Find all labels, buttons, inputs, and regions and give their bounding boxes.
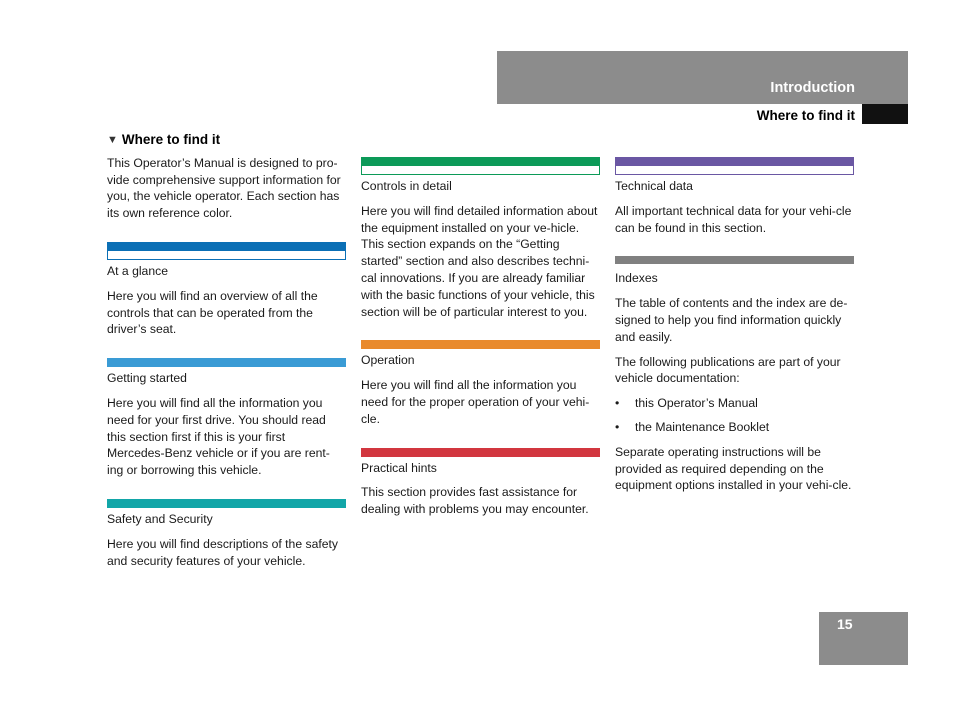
chapter-title: Introduction (770, 80, 855, 96)
section-color-bar (361, 340, 600, 349)
section-title: At a glance (107, 263, 168, 278)
column-right (615, 157, 854, 502)
section-title: Operation (361, 353, 415, 368)
column-left (107, 132, 346, 589)
section-indexes (615, 256, 854, 345)
section-text: Here you will find all the information you need for your first drive. You should read this section first if this is your first Mercedes-Benz vehicle or if you are rent-ing or borrowing this vehicle. (107, 395, 330, 478)
section-practical-hints (361, 448, 600, 518)
subheading-marker-block (862, 104, 908, 124)
publications-outro: Separate operating instructions will be provided as required depending on the equipment options installed in your vehi-cle. (615, 444, 852, 493)
list-item: • this Operator’s Manual (635, 395, 854, 412)
section-color-bar (615, 256, 854, 264)
section-bar-outline (107, 251, 346, 260)
section-color-bar (107, 242, 346, 251)
section-safety-and-security (107, 499, 346, 569)
section-bar-outline (615, 166, 854, 175)
section-title: Safety and Security (107, 511, 213, 526)
intro-text: This Operator’s Manual is designed to pro-vide comprehensive support information for you, the vehicle operator. Each section has its own reference color. (107, 155, 341, 221)
section-bar-outline (361, 166, 600, 175)
section-title: Controls in detail (361, 179, 452, 193)
publications-list (615, 395, 854, 436)
section-title: Indexes (615, 271, 658, 286)
section-getting-started (107, 358, 346, 479)
chapter-header-bar (497, 51, 908, 104)
publications-intro: The following publications are part of your vehicle documentation: (615, 354, 841, 386)
section-operation (361, 340, 600, 427)
section-text: The table of contents and the index are de-signed to help you find information quickly and easily. (615, 296, 848, 344)
section-title: Getting started (107, 371, 187, 386)
section-controls-in-detail (361, 157, 600, 320)
section-text: Here you will find all the information you need for the proper operation of your vehi-cle. (361, 378, 590, 426)
page-number: 15 (837, 616, 853, 632)
intro-heading-text: Where to find it (121, 132, 221, 147)
section-text: Here you will find an overview of all the controls that can be operated from the driver’s seat. (107, 288, 318, 337)
section-title: Technical data (615, 179, 693, 193)
section-color-bar (361, 157, 600, 166)
section-text: All important technical data for your vehi-cle can be found in this section. (615, 203, 852, 235)
triangle-down-icon: ▼ (107, 134, 118, 146)
section-color-bar (107, 358, 346, 367)
section-subheading: Where to find it (756, 108, 855, 123)
section-text: Here you will find descriptions of the safety and security features of your vehicle. (107, 536, 338, 568)
section-color-bar (361, 448, 600, 457)
intro-heading (107, 132, 346, 149)
section-text: Here you will find detailed information about the equipment installed on your ve-hicle. This section expands on the “Getting started” section and also describes techni-cal innovations. If you are already familiar with the basic functions of your vehicle, this section will be of particular interest to you. (361, 203, 598, 319)
section-color-bar (107, 499, 346, 508)
section-text: This section provides fast assistance for dealing with problems you may encounter. (361, 485, 589, 517)
section-title: Practical hints (361, 460, 437, 475)
list-item: • the Maintenance Booklet (635, 419, 854, 436)
section-at-a-glance (107, 242, 346, 338)
column-middle (361, 157, 600, 538)
section-technical-data (615, 157, 854, 236)
page-number-box (819, 612, 908, 665)
section-color-bar (615, 157, 854, 166)
